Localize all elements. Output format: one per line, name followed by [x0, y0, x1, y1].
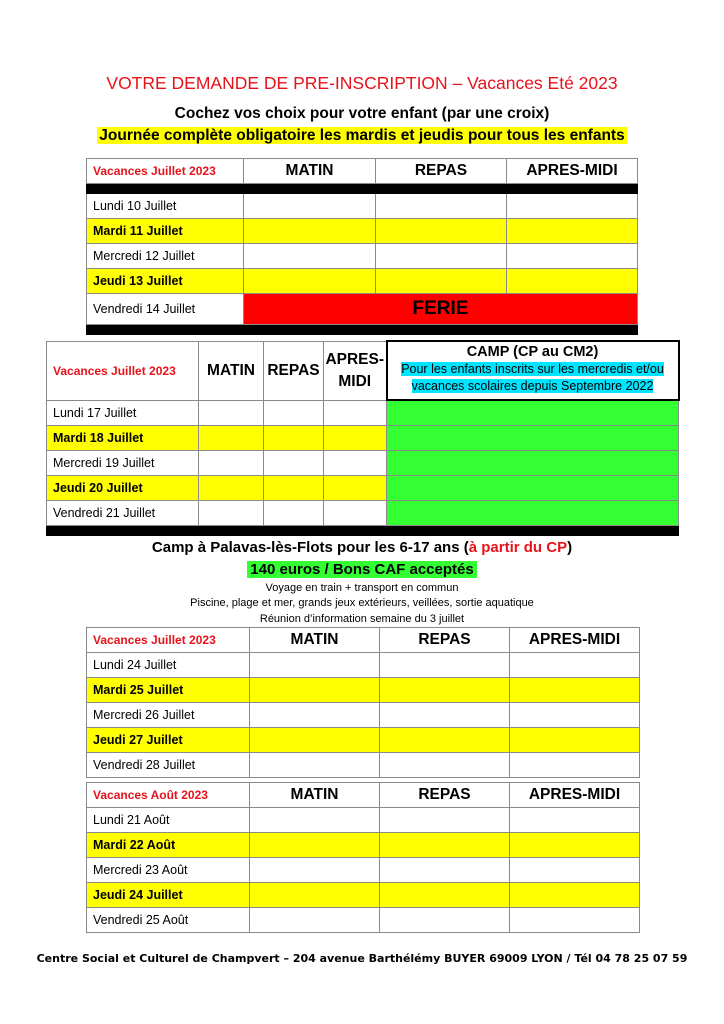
checkbox-apres-midi[interactable]	[507, 194, 638, 219]
day-label: Vendredi 28 Juillet	[87, 753, 250, 778]
checkbox-repas[interactable]	[264, 501, 324, 526]
table-row	[87, 678, 640, 703]
checkbox-camp[interactable]	[387, 426, 679, 451]
separator-bar	[87, 184, 638, 194]
day-label: Jeudi 20 Juillet	[47, 476, 199, 501]
mandatory-notice-text: Journée complète obligatoire les mardis et jeudis pour tous les enfants	[99, 127, 625, 144]
table-row	[47, 476, 679, 501]
instruction-subtitle: Cochez vos choix pour votre enfant (par une croix)	[174, 105, 550, 122]
checkbox-matin[interactable]	[250, 703, 380, 728]
checkbox-repas[interactable]	[264, 476, 324, 501]
table-row	[87, 653, 640, 678]
camp-price-text: 140 euros / Bons CAF acceptés	[247, 561, 476, 578]
day-label: Jeudi 13 Juillet	[87, 269, 244, 294]
checkbox-repas[interactable]	[380, 753, 510, 778]
checkbox-matin[interactable]	[199, 476, 264, 501]
table-juillet-week1	[86, 158, 638, 335]
checkbox-repas[interactable]	[376, 244, 507, 269]
page-title: VOTRE DEMANDE DE PRE-INSCRIPTION – Vacances Eté 2023	[106, 73, 618, 93]
col-repas: REPAS	[380, 628, 510, 653]
checkbox-repas[interactable]	[380, 883, 510, 908]
checkbox-apres-midi[interactable]	[510, 908, 640, 933]
checkbox-apres-midi[interactable]	[324, 501, 387, 526]
table-row	[87, 294, 638, 325]
col-midi-label: MIDI	[338, 372, 372, 390]
col-repas: REPAS	[376, 159, 507, 184]
checkbox-apres-midi[interactable]	[507, 269, 638, 294]
checkbox-apres-midi[interactable]	[324, 451, 387, 476]
day-label: Jeudi 24 Juillet	[87, 883, 250, 908]
checkbox-repas[interactable]	[380, 678, 510, 703]
table-row	[47, 501, 679, 526]
table-header-label: Vacances Août 2023	[87, 783, 250, 808]
table-row	[87, 728, 640, 753]
day-label: Mardi 11 Juillet	[87, 219, 244, 244]
checkbox-apres-midi[interactable]	[510, 653, 640, 678]
camp-location-info	[0, 539, 724, 556]
day-label: Mercredi 19 Juillet	[47, 451, 199, 476]
separator-bar	[87, 325, 638, 335]
checkbox-apres-midi[interactable]	[324, 426, 387, 451]
table-header-row	[87, 159, 638, 184]
footer-address: Centre Social et Culturel de Champvert – 204 avenue Barthélémy BUYER 69009 LYON / Tél 04 78 25 07 59	[36, 952, 688, 965]
table-row	[87, 858, 640, 883]
checkbox-apres-midi[interactable]	[507, 219, 638, 244]
table-row	[47, 400, 679, 426]
camp-title: CAMP (CP au CM2)	[466, 344, 599, 360]
day-label: Mardi 25 Juillet	[87, 678, 250, 703]
table-row	[47, 451, 679, 476]
day-label: Mercredi 23 Août	[87, 858, 250, 883]
mandatory-notice	[0, 127, 724, 145]
checkbox-matin[interactable]	[199, 501, 264, 526]
table-header-row	[47, 341, 679, 400]
checkbox-matin[interactable]	[250, 883, 380, 908]
col-apres-midi: APRES-MIDI	[510, 628, 640, 653]
table-row	[87, 703, 640, 728]
table-row	[87, 244, 638, 269]
col-repas: REPAS	[380, 783, 510, 808]
table-header-label: Vacances Juillet 2023	[87, 159, 244, 184]
col-apres-midi: APRES-MIDI	[507, 159, 638, 184]
table-row	[87, 219, 638, 244]
checkbox-matin[interactable]	[199, 400, 264, 426]
checkbox-repas[interactable]	[380, 703, 510, 728]
checkbox-repas[interactable]	[376, 219, 507, 244]
checkbox-repas[interactable]	[264, 426, 324, 451]
day-label: Lundi 10 Juillet	[87, 194, 244, 219]
day-label: Jeudi 27 Juillet	[87, 728, 250, 753]
camp-info-highlight: à partir du CP	[468, 539, 568, 556]
day-label: Mardi 18 Juillet	[47, 426, 199, 451]
checkbox-matin[interactable]	[250, 653, 380, 678]
checkbox-repas[interactable]	[380, 728, 510, 753]
checkbox-apres-midi[interactable]	[324, 476, 387, 501]
checkbox-apres-midi[interactable]	[510, 703, 640, 728]
checkbox-matin[interactable]	[250, 728, 380, 753]
table-row	[87, 883, 640, 908]
checkbox-repas[interactable]	[380, 908, 510, 933]
table-header-label: Vacances Juillet 2023	[87, 628, 250, 653]
checkbox-apres-midi[interactable]	[324, 400, 387, 426]
day-label: Vendredi 21 Juillet	[47, 501, 199, 526]
checkbox-camp[interactable]	[387, 400, 679, 426]
day-label: Vendredi 25 Août	[87, 908, 250, 933]
day-label: Lundi 21 Août	[87, 808, 250, 833]
checkbox-apres-midi[interactable]	[507, 244, 638, 269]
checkbox-apres-midi[interactable]	[510, 728, 640, 753]
day-label: Mercredi 26 Juillet	[87, 703, 250, 728]
day-label: Lundi 17 Juillet	[47, 400, 199, 426]
checkbox-repas[interactable]	[380, 833, 510, 858]
checkbox-matin[interactable]	[250, 908, 380, 933]
table-header-label: Vacances Juillet 2023	[47, 341, 199, 400]
table-row	[87, 908, 640, 933]
table-juillet-week3	[86, 627, 640, 778]
col-apres-label: APRES-	[325, 350, 385, 368]
checkbox-repas[interactable]	[264, 400, 324, 426]
day-label: Lundi 24 Juillet	[87, 653, 250, 678]
camp-detail: Réunion d’information semaine du 3 juillet	[259, 613, 465, 625]
table-juillet-week2	[46, 340, 680, 536]
checkbox-repas[interactable]	[380, 858, 510, 883]
table-row	[87, 269, 638, 294]
camp-description: Pour les enfants inscrits sur les mercredis et/ou vacances scolaires depuis Septembre 2022	[401, 362, 664, 393]
separator-bar	[47, 526, 679, 536]
checkbox-repas[interactable]	[264, 451, 324, 476]
col-matin: MATIN	[250, 628, 380, 653]
table-header-row	[87, 628, 640, 653]
checkbox-apres-midi[interactable]	[510, 678, 640, 703]
checkbox-repas[interactable]	[380, 808, 510, 833]
table-row	[87, 808, 640, 833]
checkbox-matin[interactable]	[199, 426, 264, 451]
checkbox-matin[interactable]	[199, 451, 264, 476]
checkbox-matin[interactable]	[244, 219, 376, 244]
checkbox-camp[interactable]	[387, 451, 679, 476]
checkbox-matin[interactable]	[250, 833, 380, 858]
table-row	[87, 833, 640, 858]
col-matin: MATIN	[199, 341, 264, 400]
col-matin: MATIN	[250, 783, 380, 808]
checkbox-matin[interactable]	[244, 269, 376, 294]
checkbox-repas[interactable]	[376, 269, 507, 294]
checkbox-apres-midi[interactable]	[510, 833, 640, 858]
table-row	[87, 753, 640, 778]
checkbox-camp[interactable]	[387, 476, 679, 501]
checkbox-apres-midi[interactable]	[510, 883, 640, 908]
checkbox-apres-midi[interactable]	[510, 858, 640, 883]
checkbox-matin[interactable]	[250, 858, 380, 883]
day-label: Mercredi 12 Juillet	[87, 244, 244, 269]
col-matin: MATIN	[244, 159, 376, 184]
checkbox-repas[interactable]	[376, 194, 507, 219]
checkbox-matin[interactable]	[244, 194, 376, 219]
table-header-row	[87, 783, 640, 808]
camp-header	[387, 341, 679, 400]
camp-info-text: Camp à Palavas-lès-Flots pour les 6-17 ans (	[151, 539, 469, 556]
checkbox-repas[interactable]	[380, 653, 510, 678]
ferie-cell: FERIE	[244, 294, 638, 325]
col-apres-midi	[324, 341, 387, 400]
col-repas: REPAS	[264, 341, 324, 400]
camp-info-close: )	[567, 539, 573, 556]
camp-detail: Voyage en train + transport en commun	[265, 582, 459, 594]
checkbox-camp[interactable]	[387, 501, 679, 526]
checkbox-apres-midi[interactable]	[510, 808, 640, 833]
checkbox-apres-midi[interactable]	[510, 753, 640, 778]
checkbox-matin[interactable]	[250, 678, 380, 703]
col-apres-midi: APRES-MIDI	[510, 783, 640, 808]
table-row	[87, 194, 638, 219]
camp-price	[0, 561, 724, 578]
day-label: Mardi 22 Août	[87, 833, 250, 858]
checkbox-matin[interactable]	[250, 753, 380, 778]
table-aout	[86, 782, 640, 933]
table-row	[47, 426, 679, 451]
camp-detail: Piscine, plage et mer, grands jeux extérieurs, veillées, sortie aquatique	[190, 597, 534, 609]
checkbox-matin[interactable]	[244, 244, 376, 269]
day-label: Vendredi 14 Juillet	[87, 294, 244, 325]
checkbox-matin[interactable]	[250, 808, 380, 833]
